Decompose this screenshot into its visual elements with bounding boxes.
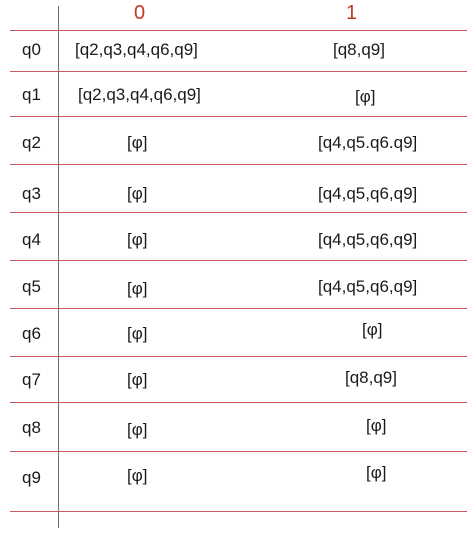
transition-on-1: [q4,q5,q6,q9] <box>318 184 418 203</box>
row-separator <box>10 402 467 403</box>
transition-on-1: [q4,q5,q6,q9] <box>318 230 418 249</box>
state-label: q0 <box>22 40 41 59</box>
transition-on-0: [φ] <box>127 133 148 152</box>
transition-on-0: [q2,q3,q4,q6,q9] <box>75 40 198 59</box>
transition-on-1: [q8,q9] <box>345 368 397 387</box>
transition-on-1: [q4,q5.q6.q9] <box>318 133 418 152</box>
transition-on-1: [q8,q9] <box>333 40 385 59</box>
row-separator <box>10 308 467 309</box>
column-divider <box>58 6 59 528</box>
transition-on-1: [φ] <box>355 87 376 106</box>
transition-on-0: [φ] <box>127 279 148 298</box>
transition-on-1: [φ] <box>362 320 383 339</box>
row-separator <box>10 260 467 261</box>
row-separator <box>10 451 467 452</box>
transition-on-0: [φ] <box>127 370 148 389</box>
transition-on-0: [φ] <box>127 324 148 343</box>
transition-on-0: [q2,q3,q4,q6,q9] <box>78 85 201 104</box>
transition-on-0: [φ] <box>127 230 148 249</box>
state-label: q5 <box>22 277 41 296</box>
transition-on-0: [φ] <box>127 420 148 439</box>
row-separator <box>10 356 467 357</box>
row-separator <box>10 511 467 512</box>
transition-on-0: [φ] <box>127 466 148 485</box>
row-separator <box>10 71 467 72</box>
state-label: q6 <box>22 324 41 343</box>
state-label: q3 <box>22 184 41 203</box>
header-input-0: 0 <box>134 2 146 24</box>
state-label: q1 <box>22 85 41 104</box>
state-label: q4 <box>22 230 41 249</box>
header-input-1: 1 <box>346 2 358 24</box>
state-label: q8 <box>22 418 41 437</box>
state-label: q7 <box>22 370 41 389</box>
row-separator <box>10 164 467 165</box>
state-label: q2 <box>22 133 41 152</box>
transition-on-1: [φ] <box>366 463 387 482</box>
transition-on-1: [φ] <box>366 416 387 435</box>
row-separator <box>10 212 467 213</box>
transition-on-0: [φ] <box>127 184 148 203</box>
transition-on-1: [q4,q5,q6,q9] <box>318 277 418 296</box>
state-label: q9 <box>22 468 41 487</box>
row-separator <box>10 116 467 117</box>
row-separator <box>10 30 467 31</box>
